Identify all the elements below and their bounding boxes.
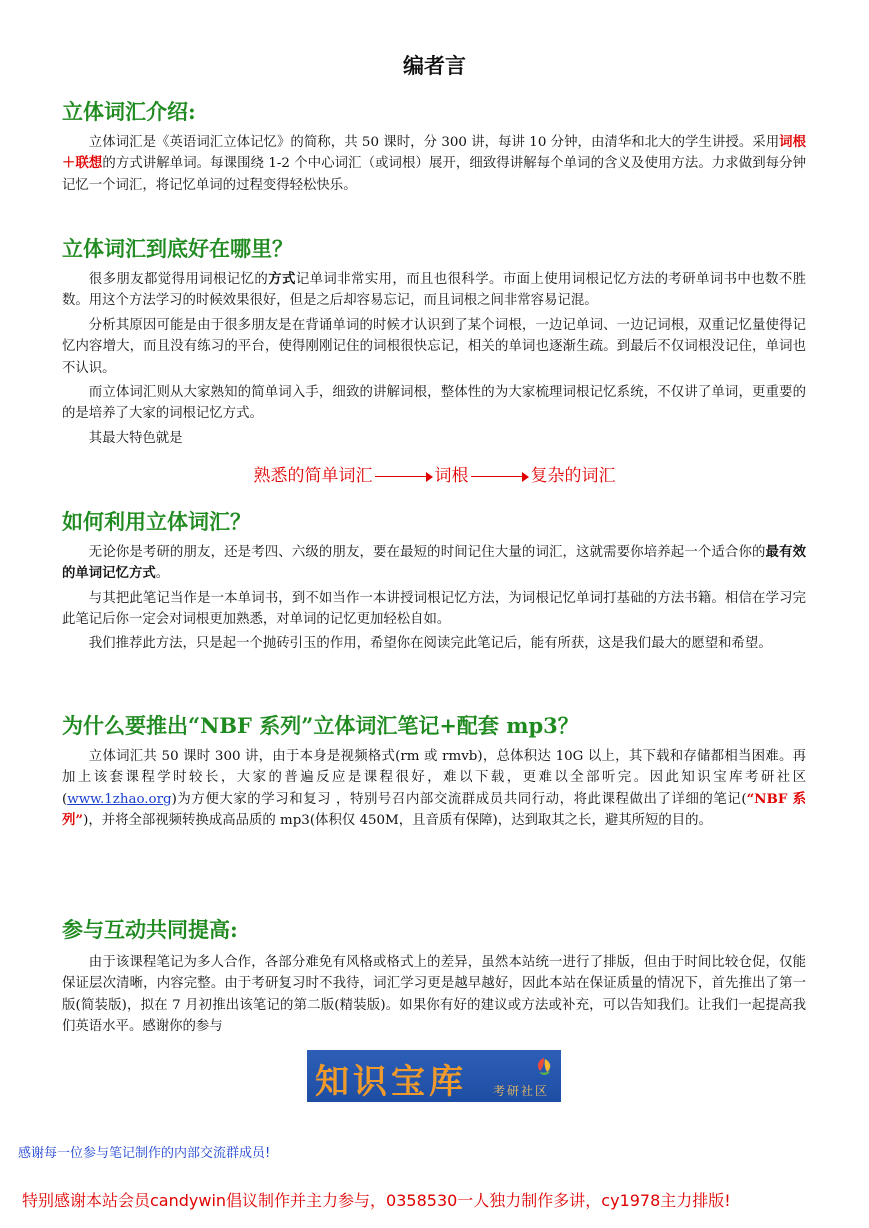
- text-span: )为方便大家的学习和复习 ，特别号召内部交流群成员共同行动，将此课程做出了详细的笔记(: [171, 791, 747, 807]
- footer-thanks: 感谢每一位参与笔记制作的内部交流群成员!: [18, 1146, 271, 1161]
- flow-step: 熟悉的简单词汇: [253, 466, 373, 486]
- section-heading-intro: 立体词汇介绍:: [62, 99, 196, 124]
- highlight-text: 词根＋联想: [62, 134, 806, 172]
- section-heading-advantages: 立体词汇到底好在哪里？: [62, 236, 293, 261]
- paragraph: 其最大特色就是: [88, 431, 183, 446]
- flow-step: 词根: [434, 466, 469, 486]
- paragraph: [62, 542, 806, 585]
- arrow-right-icon: [471, 472, 529, 482]
- section-heading-how-to-use: 如何利用立体词汇？: [62, 509, 251, 534]
- paragraph: [62, 132, 806, 196]
- logo-sub-text: 考研社区: [492, 1084, 549, 1098]
- website-link[interactable]: www.1zhao.org: [67, 791, 172, 807]
- section-heading-why-nbf: 为什么要推出“NBF 系列”立体词汇笔记+配套 mp3？: [62, 713, 579, 738]
- paragraph: 由于该课程笔记为多人合作，各部分难免有风格或格式上的差异，虽然本站统一进行了排版，但由于时间比较仓促，仅能保证层次清晰，内容完整。由于考研复习时不我待，词汇学习更是越早越好，因此本站在保证质量的情况下，首先推出了第一版(简装版)，拟在 7 月初推出该笔记的第二版(精装版)。如果你有好的建议或方法或补充，可以告知我们。让我们一起提高我们英语水平。感谢你的参与: [62, 955, 806, 1034]
- text-span: 立体词汇共 50 课时 300 讲，由于本身是视频格式(rm 或 rmvb)，总体积达 10G 以上，其下载和存储都相当困难。再加上该套课程学时较长，大家的普遍反应是课程很好，难以下载，更难以全部听完。因此知识宝库考研社区(: [62, 749, 806, 807]
- text-span: 无论你是考研的朋友，还是考四、六级的朋友，要在最短的时间记住大量的词汇，这就需要你培养起一个适合你的: [88, 545, 766, 560]
- page-title: 编者言: [403, 53, 466, 78]
- footer-special-thanks: 特别感谢本站会员candywin倡议制作并主力参与，0358530一人独力制作多讲，cy1978主力排版!: [22, 1191, 731, 1210]
- bold-text: 方式: [268, 271, 296, 287]
- text-span: 记单词非常实用，而且也很科学。市面上使用词根记忆方法的考研单词书中也数不胜数。用这个方法学习的时候效果很好，但是之后却容易忘记，而且词根之间非常容易记混。: [62, 272, 807, 309]
- paragraph: 我们推荐此方法，只是起一个抛砖引玉的作用，希望你在阅读完此笔记后，能有所获，这是我们最大的愿望和希望。: [88, 636, 772, 651]
- feature-flow: [0, 461, 869, 486]
- text-span: 立体词汇是《英语词汇立体记忆》的简称，共 50 课时，分 300 讲，每讲 10 分钟，由清华和北大的学生讲授。采用: [88, 135, 780, 150]
- logo-main-text: 知识宝库: [315, 1062, 467, 1102]
- arrow-right-icon: [375, 472, 433, 482]
- text-span: 很多朋友都觉得用词根记忆的: [88, 272, 269, 287]
- text-span: 的方式讲解单词。每课围绕 1-2 个中心词汇（或词根）展开，细致得讲解每个单词的含义及使用方法。力求做到每分钟记忆一个词汇，将记忆单词的过程变得轻松快乐。: [62, 156, 806, 193]
- paragraph: [62, 269, 806, 312]
- flow-step: 复杂的词汇: [530, 466, 616, 486]
- bold-text: 最有效的单词记忆方式: [62, 544, 807, 582]
- text-span: 。: [155, 566, 170, 582]
- leaf-icon: [533, 1056, 555, 1078]
- section-heading-participate: 参与互动共同提高:: [62, 917, 238, 942]
- text-span: )，并将全部视频转换成高品质的 mp3(体积仅 450M，且音质有保障)，达到取其之长，避其所短的目的。: [83, 812, 712, 828]
- paragraph: 分析其原因可能是由于很多朋友是在背诵单词的时候才认识到了某个词根，一边记单词、一边记词根，双重记忆量使得记忆内容增大，而且没有练习的平台，使得刚刚记住的词根很快忘记，相关的单词也逐渐生疏。到最后不仅词根没记住，单词也不认识。: [62, 318, 806, 376]
- paragraph: 与其把此笔记当作是一本单词书，到不如当作一本讲授词根记忆方法，为词根记忆单词打基础的方法书籍。相信在学习完此笔记后你一定会对词根更加熟悉，对单词的记忆更加轻松自如。: [62, 591, 806, 628]
- paragraph: 而立体词汇则从大家熟知的简单词入手，细致的讲解词根，整体性的为大家梳理词根记忆系统，不仅讲了单词，更重要的的是培养了大家的词根记忆方式。: [62, 385, 806, 422]
- highlight-text: “NBF 系列”: [62, 790, 807, 828]
- paragraph: [62, 746, 806, 831]
- site-logo: [307, 1050, 561, 1102]
